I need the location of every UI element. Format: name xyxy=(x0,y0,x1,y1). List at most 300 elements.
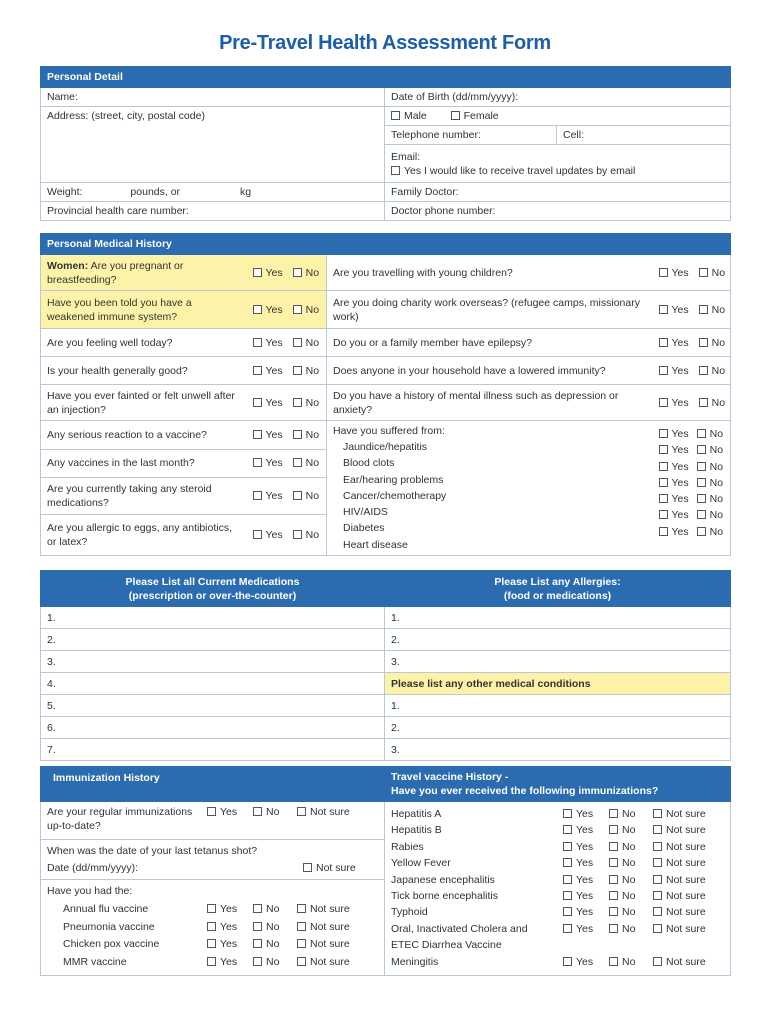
women-label: Women: xyxy=(47,259,89,272)
travel-vaccines-list xyxy=(391,806,724,970)
no-label: No xyxy=(305,457,320,470)
not-sure-option xyxy=(297,954,350,972)
yes-option xyxy=(207,954,253,972)
no-label: No xyxy=(622,824,636,837)
medication-line-7[interactable]: 7. xyxy=(41,739,385,761)
yes-checkbox[interactable] xyxy=(563,907,572,916)
female-checkbox[interactable] xyxy=(451,111,460,120)
no-checkbox[interactable] xyxy=(699,305,708,314)
no-label: No xyxy=(711,266,726,279)
no-option xyxy=(253,954,297,972)
not-sure-label: Not sure xyxy=(310,903,350,915)
immunization-left-column xyxy=(41,802,385,976)
not-sure-checkbox[interactable] xyxy=(653,875,662,884)
no-checkbox[interactable] xyxy=(609,924,618,933)
no-label: No xyxy=(266,938,280,950)
yes-checkbox[interactable] xyxy=(563,875,572,884)
no-label: No xyxy=(266,920,280,933)
no-label: No xyxy=(709,476,724,489)
no-checkbox[interactable] xyxy=(253,922,262,931)
medical-history-header: Personal Medical History xyxy=(41,234,731,255)
not-sure-option xyxy=(653,954,706,970)
health-card-field[interactable]: Provincial health care number: xyxy=(41,202,385,221)
no-checkbox[interactable] xyxy=(609,907,618,916)
tetanus-not-sure-option xyxy=(303,861,356,875)
no-checkbox[interactable] xyxy=(609,858,618,867)
not-sure-checkbox[interactable] xyxy=(653,907,662,916)
no-label: No xyxy=(622,808,636,820)
no-checkbox[interactable] xyxy=(697,510,706,519)
no-checkbox[interactable] xyxy=(609,957,618,966)
yes-checkbox[interactable] xyxy=(659,338,668,347)
no-label: No xyxy=(305,266,320,279)
steroid-question: Are you currently taking any steroid medications? xyxy=(41,478,247,515)
no-checkbox[interactable] xyxy=(293,458,302,467)
not-sure-checkbox[interactable] xyxy=(653,957,662,966)
no-option xyxy=(609,904,653,920)
yes-label: Yes xyxy=(671,303,689,316)
no-label: No xyxy=(709,444,724,457)
allergic-question: Are you allergic to eggs, any antibiotics, or latex? xyxy=(41,515,247,556)
vaccine-name: Chicken pox vaccine xyxy=(63,938,160,950)
not-sure-option xyxy=(653,806,706,822)
vaccine-name: Hepatitis A xyxy=(391,808,442,820)
mental-illness-question: Do you have a history of mental illness such as depression or anxiety? xyxy=(327,385,653,421)
no-label: No xyxy=(305,364,320,377)
allergies-header-line1: Please List any Allergies: xyxy=(494,575,621,588)
travel-hepatitis-a-row xyxy=(391,806,724,822)
yes-option xyxy=(207,936,253,954)
not-sure-option xyxy=(653,921,706,937)
medications-header-line1: Please List all Current Medications xyxy=(125,575,300,588)
condition-yes-no xyxy=(659,442,725,458)
not-sure-checkbox[interactable] xyxy=(653,809,662,818)
not-sure-checkbox[interactable] xyxy=(653,825,662,834)
suffered-yes-no-block xyxy=(653,421,731,556)
fainted-question: Have you ever fainted or felt unwell after an injection? xyxy=(41,385,247,421)
no-checkbox[interactable] xyxy=(293,430,302,439)
yes-label: Yes xyxy=(671,266,689,279)
no-checkbox[interactable] xyxy=(609,891,618,900)
yes-checkbox[interactable] xyxy=(563,809,572,818)
no-label: No xyxy=(709,509,724,522)
regular-yes-option xyxy=(207,805,253,819)
yes-option xyxy=(563,855,609,871)
yes-checkbox[interactable] xyxy=(253,491,262,500)
male-checkbox[interactable] xyxy=(391,111,400,120)
not-sure-label: Not sure xyxy=(310,806,350,818)
no-checkbox[interactable] xyxy=(609,875,618,884)
yes-checkbox[interactable] xyxy=(659,527,668,536)
no-checkbox[interactable] xyxy=(699,398,708,407)
not-sure-label: Not sure xyxy=(310,955,350,968)
yes-checkbox[interactable] xyxy=(253,398,262,407)
pregnant-question-text: Are you pregnant or breastfeeding? xyxy=(47,259,184,286)
young-children-question: Are you travelling with young children? xyxy=(327,255,653,291)
no-checkbox[interactable] xyxy=(697,478,706,487)
vaccine-name: Meningitis xyxy=(391,955,439,968)
not-sure-checkbox[interactable] xyxy=(297,957,306,966)
feeling-well-question: Are you feeling well today? xyxy=(41,329,247,357)
immune-question: Have you been told you have a weakened immune system? xyxy=(41,291,247,329)
vaccine-name: Hepatitis B xyxy=(391,824,442,837)
yes-checkbox[interactable] xyxy=(253,338,262,347)
email-updates-option xyxy=(391,164,724,178)
yes-option xyxy=(563,839,609,855)
not-sure-checkbox[interactable] xyxy=(297,904,306,913)
condition-yes-no xyxy=(659,507,725,523)
yes-checkbox[interactable] xyxy=(659,510,668,519)
telephone-field[interactable]: Telephone number: xyxy=(385,126,557,145)
allergy-line-1[interactable]: 1. xyxy=(385,607,731,629)
had-mmr-vaccine-row xyxy=(47,954,378,972)
had-chicken-pox-vaccine-row xyxy=(47,936,378,954)
fainted-yes-no xyxy=(247,385,327,421)
not-sure-label: Not sure xyxy=(666,873,706,886)
yes-label: Yes xyxy=(265,396,283,409)
yes-checkbox[interactable] xyxy=(659,462,668,471)
vaccine-name: Yellow Fever xyxy=(391,857,451,870)
travel-tick-borne-encephalitis-row xyxy=(391,888,724,904)
no-label: No xyxy=(711,396,726,409)
no-checkbox[interactable] xyxy=(697,445,706,454)
yes-checkbox[interactable] xyxy=(659,445,668,454)
email-updates-label: Yes I would like to receive travel updates by email xyxy=(404,164,636,177)
yes-checkbox[interactable] xyxy=(659,429,668,438)
not-sure-option xyxy=(653,855,706,871)
no-checkbox[interactable] xyxy=(697,429,706,438)
yes-checkbox[interactable] xyxy=(563,858,572,867)
yes-checkbox[interactable] xyxy=(659,398,668,407)
condition-yes-no xyxy=(659,475,725,491)
no-label: No xyxy=(266,806,280,818)
no-option xyxy=(609,839,653,855)
recent-vaccines-question: Any vaccines in the last month? xyxy=(41,449,247,478)
not-sure-label: Not sure xyxy=(666,922,706,935)
not-sure-checkbox[interactable] xyxy=(653,924,662,933)
no-label: No xyxy=(305,529,320,542)
medication-line-3[interactable]: 3. xyxy=(41,651,385,673)
yes-checkbox[interactable] xyxy=(659,494,668,503)
yes-option xyxy=(563,872,609,888)
vaccine-name: Oral, Inactivated Cholera and ETEC Diarrhea Vaccine xyxy=(391,922,528,952)
no-checkbox[interactable] xyxy=(699,268,708,277)
not-sure-checkbox[interactable] xyxy=(653,891,662,900)
yes-label: Yes xyxy=(671,364,689,377)
condition-cancer-chemotherapy: Cancer/chemotherapy xyxy=(343,489,447,502)
yes-label: Yes xyxy=(576,824,594,837)
yes-checkbox[interactable] xyxy=(207,922,216,931)
no-checkbox[interactable] xyxy=(293,305,302,314)
steroid-yes-no xyxy=(247,478,327,515)
no-checkbox[interactable] xyxy=(293,338,302,347)
tetanus-question: When was the date of your last tetanus shot? xyxy=(47,845,258,857)
no-option xyxy=(609,921,653,937)
no-option xyxy=(253,936,297,954)
no-label: No xyxy=(711,336,726,349)
no-checkbox[interactable] xyxy=(697,462,706,471)
yes-checkbox[interactable] xyxy=(659,366,668,375)
condition-yes-no xyxy=(659,491,725,507)
not-sure-option xyxy=(297,919,350,937)
dob-field[interactable]: Date of Birth (dd/mm/yyyy): xyxy=(385,88,731,107)
yes-label: Yes xyxy=(671,460,689,473)
vaccine-reaction-yes-no xyxy=(247,421,327,450)
yes-checkbox[interactable] xyxy=(207,807,216,816)
condition-line-2[interactable]: 2. xyxy=(385,717,731,739)
no-option xyxy=(609,822,653,838)
yes-checkbox[interactable] xyxy=(659,268,668,277)
address-field[interactable]: Address: (street, city, postal code) xyxy=(41,107,385,183)
medication-line-5[interactable]: 5. xyxy=(41,695,385,717)
yes-option xyxy=(563,921,609,937)
not-sure-label: Not sure xyxy=(310,938,350,950)
yes-label: Yes xyxy=(671,428,689,440)
not-sure-checkbox[interactable] xyxy=(297,807,306,816)
yes-label: Yes xyxy=(671,476,689,489)
form-title: Pre-Travel Health Assessment Form xyxy=(219,32,551,54)
immunization-header: Immunization History xyxy=(41,767,385,802)
not-sure-checkbox[interactable] xyxy=(297,922,306,931)
not-sure-label: Not sure xyxy=(310,920,350,933)
not-sure-label: Not sure xyxy=(666,840,706,853)
no-checkbox[interactable] xyxy=(253,957,262,966)
medication-line-2[interactable]: 2. xyxy=(41,629,385,651)
yes-label: Yes xyxy=(220,920,238,933)
no-label: No xyxy=(305,303,320,316)
not-sure-checkbox[interactable] xyxy=(303,863,312,872)
not-sure-checkbox[interactable] xyxy=(297,939,306,948)
yes-checkbox[interactable] xyxy=(253,268,262,277)
immunization-table xyxy=(40,766,731,976)
yes-option xyxy=(207,919,253,937)
condition-line-3[interactable]: 3. xyxy=(385,739,731,761)
yes-checkbox[interactable] xyxy=(563,842,572,851)
suffered-conditions-list xyxy=(333,439,647,553)
yes-option xyxy=(563,888,609,904)
no-checkbox[interactable] xyxy=(699,338,708,347)
yes-label: Yes xyxy=(220,938,238,950)
yes-label: Yes xyxy=(671,525,689,538)
no-label: No xyxy=(711,303,726,316)
yes-checkbox[interactable] xyxy=(659,478,668,487)
travel-oral-inactivated-cholera-and-e-row xyxy=(391,921,724,954)
sex-options xyxy=(385,107,731,126)
no-label: No xyxy=(709,460,724,473)
condition-ear-hearing-problems: Ear/hearing problems xyxy=(343,473,444,486)
yes-checkbox[interactable] xyxy=(253,366,262,375)
immune-yes-no xyxy=(247,291,327,329)
no-checkbox[interactable] xyxy=(609,825,618,834)
regular-immunizations-row xyxy=(41,802,384,840)
yes-checkbox[interactable] xyxy=(563,924,572,933)
weight-field[interactable] xyxy=(41,183,385,202)
not-sure-checkbox[interactable] xyxy=(653,858,662,867)
not-sure-label: Not sure xyxy=(666,889,706,902)
not-sure-label: Not sure xyxy=(666,857,706,870)
charity-yes-no xyxy=(653,291,731,329)
medical-history-table xyxy=(40,233,731,556)
tetanus-date-field[interactable]: Date (dd/mm/yyyy): xyxy=(47,862,139,874)
medication-line-4[interactable]: 4. xyxy=(41,673,385,695)
medications-header xyxy=(41,571,385,607)
medications-allergies-table xyxy=(40,570,731,761)
no-checkbox[interactable] xyxy=(609,809,618,818)
medication-line-6[interactable]: 6. xyxy=(41,717,385,739)
no-checkbox[interactable] xyxy=(699,366,708,375)
allergy-line-3[interactable]: 3. xyxy=(385,651,731,673)
travel-vaccine-column xyxy=(385,802,731,976)
not-sure-option xyxy=(653,872,706,888)
travel-meningitis-row xyxy=(391,954,724,970)
yes-label: Yes xyxy=(265,457,283,470)
yes-label: Yes xyxy=(265,336,283,349)
no-label: No xyxy=(622,857,636,870)
no-option xyxy=(253,901,297,919)
yes-checkbox[interactable] xyxy=(659,305,668,314)
had-vaccines-block xyxy=(41,880,384,975)
male-label: Male xyxy=(404,110,427,122)
suffered-checks-list xyxy=(659,426,725,540)
condition-yes-no xyxy=(659,426,725,442)
condition-line-1[interactable]: 1. xyxy=(385,695,731,717)
no-label: No xyxy=(709,428,724,440)
vaccine-name: MMR vaccine xyxy=(63,955,127,968)
medications-header-line2: (prescription or over-the-counter) xyxy=(128,589,297,602)
yes-checkbox[interactable] xyxy=(253,530,262,539)
yes-label: Yes xyxy=(576,889,594,902)
family-doctor-field[interactable]: Family Doctor: xyxy=(385,183,731,202)
travel-hepatitis-b-row xyxy=(391,822,724,838)
not-sure-option xyxy=(297,901,350,919)
no-checkbox[interactable] xyxy=(253,939,262,948)
had-annual-flu-vaccine-row xyxy=(47,901,378,919)
condition-hiv-aids: HIV/AIDS xyxy=(343,506,388,519)
yes-label: Yes xyxy=(576,906,594,919)
yes-option xyxy=(563,822,609,838)
yes-label: Yes xyxy=(671,493,689,506)
regular-not-sure-option xyxy=(297,805,350,819)
yes-label: Yes xyxy=(576,873,594,886)
no-checkbox[interactable] xyxy=(253,807,262,816)
no-checkbox[interactable] xyxy=(293,530,302,539)
allergic-yes-no xyxy=(247,515,327,556)
yes-label: Yes xyxy=(576,840,594,853)
doctor-phone-field[interactable]: Doctor phone number: xyxy=(385,202,731,221)
had-vaccines-list xyxy=(47,901,378,971)
medication-line-1[interactable]: 1. xyxy=(41,607,385,629)
pregnant-question xyxy=(41,255,247,291)
tetanus-date-row xyxy=(47,861,378,875)
yes-checkbox[interactable] xyxy=(563,891,572,900)
no-option xyxy=(609,855,653,871)
not-sure-checkbox[interactable] xyxy=(653,842,662,851)
lowered-immunity-question: Does anyone in your household have a lowered immunity? xyxy=(327,357,653,385)
yes-checkbox[interactable] xyxy=(253,458,262,467)
had-pneumonia-vaccine-row xyxy=(47,919,378,937)
travel-vaccine-header xyxy=(385,767,731,802)
epilepsy-yes-no xyxy=(653,329,731,357)
no-label: No xyxy=(709,525,724,538)
no-label: No xyxy=(622,906,636,919)
pregnant-yes-no xyxy=(247,255,327,291)
travel-yellow-fever-row xyxy=(391,855,724,871)
no-label: No xyxy=(305,490,320,503)
no-option xyxy=(609,888,653,904)
no-label: No xyxy=(622,840,636,853)
yes-checkbox[interactable] xyxy=(253,430,262,439)
no-checkbox[interactable] xyxy=(253,904,262,913)
no-checkbox[interactable] xyxy=(697,494,706,503)
suffered-from-block xyxy=(327,421,653,556)
had-label: Have you had the: xyxy=(47,885,133,897)
allergies-header xyxy=(385,571,731,607)
epilepsy-question: Do you or a family member have epilepsy? xyxy=(327,329,653,357)
yes-checkbox[interactable] xyxy=(207,939,216,948)
condition-diabetes: Diabetes xyxy=(343,522,385,535)
not-sure-option xyxy=(297,936,350,954)
yes-label: Yes xyxy=(576,857,594,870)
tetanus-row xyxy=(41,840,384,880)
not-sure-label: Not sure xyxy=(666,808,706,820)
yes-checkbox[interactable] xyxy=(207,904,216,913)
personal-detail-table xyxy=(40,66,731,221)
not-sure-option xyxy=(653,839,706,855)
no-label: No xyxy=(622,955,636,968)
travel-header-line1: Travel vaccine History - xyxy=(391,771,509,783)
other-conditions-header: Please list any other medical conditions xyxy=(385,673,731,695)
not-sure-option xyxy=(653,904,706,920)
suffered-from-label: Have you suffered from: xyxy=(333,425,445,437)
yes-checkbox[interactable] xyxy=(253,305,262,314)
email-updates-checkbox[interactable] xyxy=(391,166,400,175)
yes-label: Yes xyxy=(576,955,594,968)
no-checkbox[interactable] xyxy=(609,842,618,851)
yes-checkbox[interactable] xyxy=(563,957,572,966)
yes-checkbox[interactable] xyxy=(563,825,572,834)
allergy-line-2[interactable]: 2. xyxy=(385,629,731,651)
mental-illness-yes-no xyxy=(653,385,731,421)
name-field[interactable]: Name: xyxy=(41,88,385,107)
not-sure-label: Not sure xyxy=(666,824,706,837)
yes-label: Yes xyxy=(671,336,689,349)
no-checkbox[interactable] xyxy=(293,491,302,500)
email-field[interactable] xyxy=(385,145,731,183)
condition-heart-disease: Heart disease xyxy=(343,538,408,551)
lowered-immunity-yes-no xyxy=(653,357,731,385)
no-label: No xyxy=(305,336,320,349)
no-label: No xyxy=(622,873,636,886)
kg-label: kg xyxy=(240,186,252,198)
no-checkbox[interactable] xyxy=(293,398,302,407)
no-label: No xyxy=(622,922,636,935)
yes-checkbox[interactable] xyxy=(207,957,216,966)
yes-label: Yes xyxy=(265,428,283,441)
female-label: Female xyxy=(463,110,499,122)
email-label: Email: xyxy=(391,150,421,163)
health-good-yes-no xyxy=(247,357,327,385)
no-checkbox[interactable] xyxy=(293,268,302,277)
allergies-header-line2: (food or medications) xyxy=(503,589,612,602)
not-sure-option xyxy=(653,822,706,838)
vaccine-name: Tick borne encephalitis xyxy=(391,889,498,902)
no-checkbox[interactable] xyxy=(697,527,706,536)
yes-option xyxy=(207,901,253,919)
no-checkbox[interactable] xyxy=(293,366,302,375)
yes-label: Yes xyxy=(220,955,238,968)
travel-japanese-encephalitis-row xyxy=(391,872,724,888)
cell-field[interactable]: Cell: xyxy=(557,126,731,145)
